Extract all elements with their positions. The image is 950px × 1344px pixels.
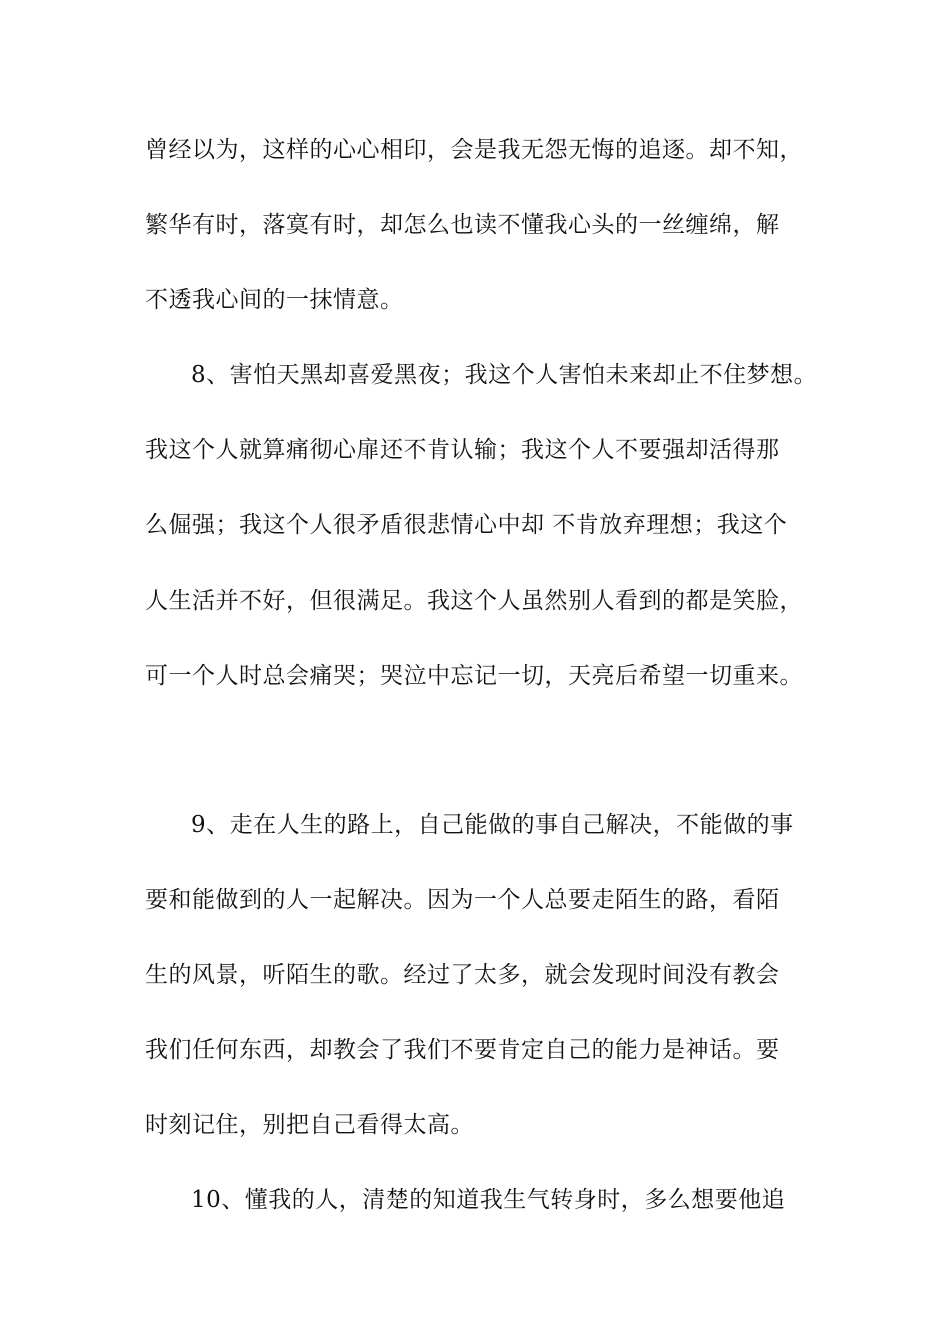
paragraph-line: 曾经以为，这样的心心相印，会是我无怨无悔的追逐。却不知， — [145, 137, 803, 163]
paragraph-line: 繁华有时，落寞有时，却怎么也读不懂我心头的一丝缠绵，解 — [145, 212, 780, 238]
paragraph-line: 么倔强；我这个人很矛盾很悲情心中却 不肯放弃理想；我这个 — [145, 512, 788, 538]
paragraph-line: 生的风景，听陌生的歌。经过了太多，就会发现时间没有教会 — [145, 962, 780, 988]
paragraph-line: 不透我心间的一抹情意。 — [145, 287, 404, 313]
paragraph-line: 要和能做到的人一起解决。因为一个人总要走陌生的路，看陌 — [145, 887, 780, 913]
paragraph-line: 可一个人时总会痛哭；哭泣中忘记一切，天亮后希望一切重来。 — [145, 663, 803, 689]
paragraph-line: 8、害怕天黑却喜爱黑夜；我这个人害怕未来却止不住梦想。 — [191, 362, 818, 388]
paragraph-line: 我这个人就算痛彻心扉还不肯认输；我这个人不要强却活得那 — [145, 437, 780, 463]
paragraph-line: 人生活并不好，但很满足。我这个人虽然别人看到的都是笑脸， — [145, 588, 803, 614]
paragraph-line: 时刻记住，别把自己看得太高。 — [145, 1112, 474, 1138]
paragraph-line: 10、懂我的人，清楚的知道我生气转身时，多么想要他追 — [191, 1187, 786, 1213]
paragraph-line: 9、走在人生的路上，自己能做的事自己解决，不能做的事 — [191, 812, 794, 838]
paragraph-line: 我们任何东西，却教会了我们不要肯定自己的能力是神话。要 — [145, 1037, 780, 1063]
